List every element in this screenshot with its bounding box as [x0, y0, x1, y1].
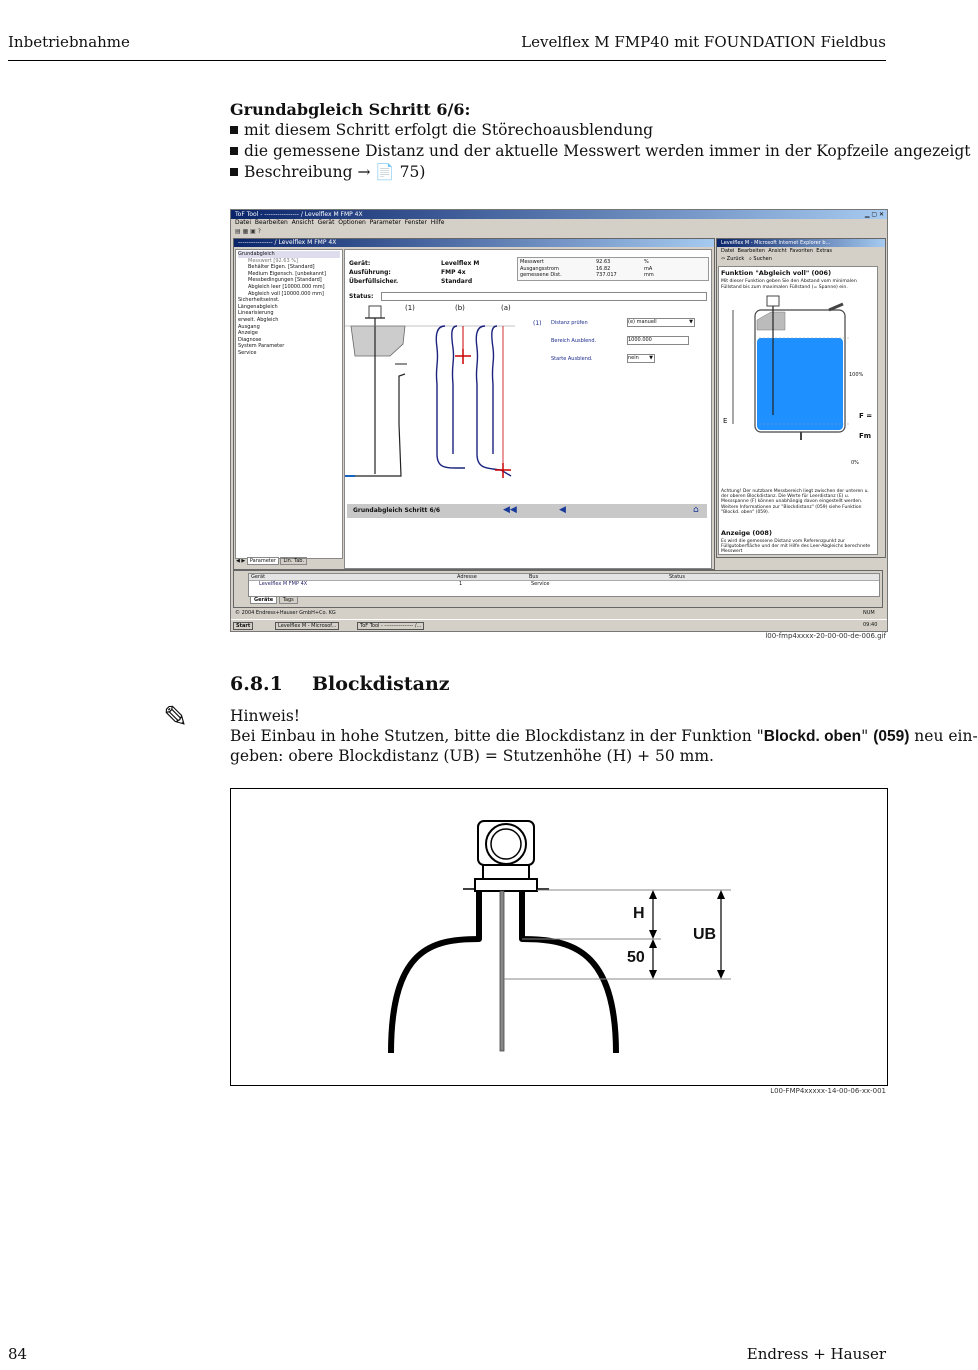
- param-label: Distanz prüfen: [551, 320, 588, 326]
- help-browser-window: [716, 238, 886, 558]
- start-mapping-select[interactable]: nein ▼: [628, 355, 653, 361]
- menu-item[interactable]: Extras: [816, 248, 833, 254]
- home-icon[interactable]: ⌂: [693, 505, 699, 515]
- bullet-item: die gemessene Distanz und der aktuelle Messwert werden immer in der Kopfzeile angezeigt: [230, 141, 971, 162]
- help-text-2: Es wird die gemessene Distanz vom Referenzpunkt zur Füllgutoberfläche und der mit Hilfe des Leer-Abgleichs berechnete Messwert: [721, 539, 871, 555]
- menu-item[interactable]: Bearbeiten: [254, 219, 288, 226]
- menu-item[interactable]: Parameter: [369, 219, 401, 226]
- bullet-square-icon: [230, 126, 238, 134]
- distance-check-select[interactable]: (e) manuell ▼: [628, 319, 693, 325]
- tank-label-f: F =: [859, 412, 873, 420]
- main-menu: [231, 219, 887, 227]
- device-values: Levelflex M FMP 4x Standard: [441, 260, 480, 285]
- tree-item[interactable]: Abgleich voll [10000.000 mm]: [248, 290, 324, 297]
- help-heading: Funktion "Abgleich voll" (006): [721, 269, 832, 277]
- tank-cutaway-icon: [351, 326, 405, 356]
- note-heading: Hinweis!: [230, 707, 301, 725]
- section-number: 6.8.1: [230, 673, 283, 695]
- flange-icon: [475, 879, 537, 891]
- browser-title: Levelflex M - Microsoft Internet Explorer b...: [717, 239, 885, 247]
- status-bar-left: © 2004 Endress+Hauser GmbH+Co. KG: [235, 610, 336, 616]
- tree-item[interactable]: Grundabgleich: [238, 251, 340, 258]
- tree-item[interactable]: Anzeige: [238, 330, 258, 337]
- tree-item[interactable]: Service: [238, 349, 257, 356]
- main-title-bar: ToF Tool - ---------------- / Levelflex M FMP 4X: [231, 210, 887, 219]
- tree-item[interactable]: Längenabgleich: [238, 303, 278, 310]
- tank-label-fm: Fm: [859, 432, 872, 440]
- figure-caption: l00-fmp4xxxx-20-00-00-de-006.gif: [765, 632, 886, 640]
- pencil-icon: ✎: [163, 700, 189, 735]
- menu-item[interactable]: Fenster: [404, 219, 427, 226]
- status-field[interactable]: [381, 292, 707, 301]
- help-content: [718, 266, 878, 555]
- help-text: Mit dieser Funktion geben Sie den Abstand vom minimalen Füllstand bis zum maximalen Füllstand (= Spanne) ein.: [721, 279, 857, 290]
- prev-step-icon[interactable]: ◀: [559, 505, 566, 515]
- sensor-head-icon: [767, 296, 779, 306]
- list-header: Gerät Adresse Bus Status: [249, 574, 879, 581]
- first-step-icon[interactable]: ◀◀: [503, 505, 517, 515]
- tank-label-100: 100%: [849, 372, 864, 378]
- tree-item[interactable]: Medium Eigensch. [unbekannt]: [248, 270, 326, 277]
- step-label: Grundabgleich Schritt 6/6: [353, 507, 440, 514]
- tree-item[interactable]: Ausgang: [238, 323, 260, 330]
- param-label: Starte Ausblend.: [551, 356, 593, 362]
- tree-item[interactable]: Messwert [92.63 %]: [248, 257, 298, 264]
- label-50: 50: [627, 949, 645, 966]
- tree-item[interactable]: Diagnose: [238, 336, 262, 343]
- tree-tabs: ◀ ▶ Parameter Lin. Tab.: [236, 558, 307, 564]
- section-title: Blockdistanz: [312, 673, 450, 695]
- tank-label-e: E: [723, 417, 728, 425]
- device-window-title: ---------------- / Levelflex M FMP 4X: [234, 239, 714, 247]
- tree-item[interactable]: Messbedingungen [Standard]: [248, 277, 322, 284]
- step-bar: [347, 504, 707, 518]
- menu-item[interactable]: Hilfe: [430, 219, 445, 226]
- help-heading-2: Anzeige (008): [721, 529, 772, 537]
- start-button[interactable]: Start: [233, 622, 253, 630]
- bullet-square-icon: [230, 168, 238, 176]
- browser-nav: [717, 255, 885, 263]
- figure-caption: L00-FMP4xxxxx-14-00-06-xx-001: [770, 1087, 886, 1095]
- tab-parameter[interactable]: Parameter: [247, 557, 279, 565]
- tab-lin-tab[interactable]: Lin. Tab.: [280, 557, 307, 565]
- status-label: Status:: [349, 293, 374, 300]
- mapping-range-input[interactable]: 1000.000: [627, 336, 689, 345]
- tree-item[interactable]: Sicherheitseinst.: [238, 297, 280, 304]
- tree-item[interactable]: erweit. Abgleich: [238, 316, 279, 323]
- label-h: H: [633, 905, 645, 922]
- menu-item[interactable]: Ansicht: [291, 219, 314, 226]
- running-header-left: Inbetriebnahme: [8, 33, 130, 51]
- label-ub: UB: [693, 926, 717, 943]
- echo-curve-diagram: [345, 304, 545, 504]
- bullet-item: mit diesem Schritt erfolgt die Störechoausblendung: [230, 120, 971, 141]
- window-controls[interactable]: ▁ ▢ ✕: [864, 211, 884, 218]
- browser-menu: [717, 247, 885, 255]
- back-button[interactable]: ⇦ Zurück: [721, 256, 745, 262]
- probe-rod: [500, 891, 504, 1051]
- toolbar[interactable]: ▤ ▦ ▣ ?: [235, 228, 261, 235]
- tree-item[interactable]: System Parameter: [238, 343, 285, 350]
- tree-item[interactable]: Abgleich leer [10000.000 mm]: [248, 283, 325, 290]
- menu-item[interactable]: Datei: [235, 219, 252, 226]
- menu-item[interactable]: Gerät: [317, 219, 335, 226]
- taskbar-item[interactable]: ToF Tool - ---------------- /...: [357, 622, 424, 630]
- bullet-list: [230, 120, 971, 183]
- taskbar-item[interactable]: Levelflex M - Microsof...: [275, 622, 339, 630]
- param-label: Bereich Ausblend.: [551, 338, 597, 344]
- note-line-2: geben: obere Blockdistanz (UB) = Stutzenhöhe (H) + 50 mm.: [230, 747, 714, 765]
- curve-label-1: (1): [405, 304, 415, 312]
- tank-illustration: [719, 290, 875, 440]
- tab-devices[interactable]: Geräte: [250, 596, 277, 604]
- curve-label-a: (a): [501, 304, 511, 312]
- tank-label-0: 0%: [851, 460, 859, 466]
- tree-item[interactable]: Behälter Eigen. [Standard]: [248, 264, 315, 271]
- nozzle-diagram: [231, 789, 887, 1085]
- menu-item[interactable]: Optionen: [338, 219, 366, 226]
- liquid-fill: [757, 338, 843, 430]
- nozzle-drawing: [230, 788, 888, 1086]
- dropdown-arrow-icon: ▼: [649, 355, 653, 361]
- header-rule: [8, 60, 886, 61]
- menu-item[interactable]: Datei: [721, 248, 735, 254]
- echo-curve-b: [436, 326, 465, 468]
- running-header-right: Levelflex M FMP40 mit FOUNDATION Fieldbus: [521, 33, 886, 51]
- taskbar: [231, 619, 887, 631]
- bullet-item: Beschreibung → 📄 75): [230, 162, 971, 183]
- device-labels: Gerät: Ausführung: Überfüllsicher.: [349, 260, 399, 285]
- list-tabs: [250, 597, 298, 603]
- table-row[interactable]: Levelflex M FMP 4X 1 Service: [259, 581, 550, 587]
- menu-item[interactable]: Favoriten: [789, 248, 814, 254]
- measurement-box: Messwert Ausgangsstrom gemessene Dist. 92.63 16.82 737.017 % mA mm: [517, 257, 709, 281]
- function-panel: [344, 249, 712, 569]
- bullet-square-icon: [230, 147, 238, 155]
- param-index: (1): [533, 320, 542, 327]
- note-line-1: Bei Einbau in hohe Stutzen, bitte die Blockdistanz in der Funktion "Blockd. oben" (059) neu ein-: [230, 727, 978, 745]
- menu-item[interactable]: Bearbeiten: [737, 248, 766, 254]
- parameter-tree: [235, 249, 343, 559]
- probe-head-icon: [369, 306, 381, 318]
- tab-tags[interactable]: Tags: [279, 596, 298, 604]
- page-number: 84: [8, 1345, 28, 1363]
- software-screenshot: [230, 209, 888, 632]
- search-button[interactable]: ⌕ Suchen: [749, 256, 772, 262]
- curve-label-b: (b): [455, 304, 465, 312]
- status-bar-right: NUM: [863, 610, 875, 616]
- device-window: [233, 238, 715, 570]
- clock: 09:40: [863, 622, 878, 628]
- menu-item[interactable]: Ansicht: [768, 248, 787, 254]
- step-title: Grundabgleich Schritt 6/6:: [230, 100, 471, 119]
- footer-brand: Endress + Hauser: [746, 1345, 886, 1363]
- device-list: [248, 573, 880, 597]
- dropdown-arrow-icon: ▼: [689, 319, 693, 325]
- device-list-window: [233, 570, 883, 608]
- help-note: Achtung! Der nutzbare Messbereich liegt zwischen der unteren u. der oberen Blockdistanz. Die Werte für Leerdistanz (E) u. Messspanne (F) können unabhängig davon eingestellt werden. Weitere Informationen zur "Blockdistanz" (059) siehe Funktion "Blockd. oben" (059).: [721, 489, 869, 515]
- tree-item[interactable]: Linearisierung: [238, 310, 274, 317]
